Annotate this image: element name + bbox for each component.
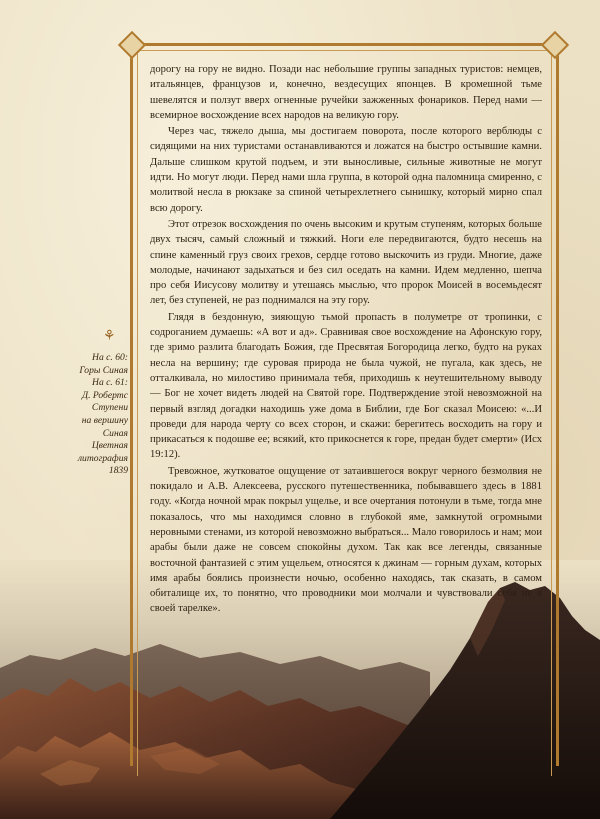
caption-line: На с. 60:: [92, 352, 128, 363]
caption-line: Горы Синая: [79, 364, 128, 376]
caption-line: Ступени: [91, 402, 128, 414]
main-text: [150, 62, 542, 617]
paragraph: Глядя в бездонную, зияющую тьмой пропасть в полуметре от тропинки, с содроганием думаешь: «А вот и ад». Сравнивая свое восхождение на Афонскую гору, где зримо разлита благодать Божия, где Пресвятая Богородица легко, будто на руках несла на вершину; где суровая природа не была чужой, не пугала, как здесь, не отталкивала, но милостиво принимала тебя, приходишь к неутешительному выводу — Бог не хочет видеть людей на Святой горе. Подтверждение этой невозможной на первый взгляд догадки находишь уже дома в Библии, где Бог сказал Моисею: «...И проведи для народа черту со всех сторон, и скажи: берегитесь восходить на гору и прикасаться к подошве ее; всякий, кто прикоснется к горе, предан будет смерти» (Исх 19:12).: [150, 311, 542, 461]
side-caption: [58, 352, 128, 478]
paragraph: Этот отрезок восхождения по очень высоким и крутым ступеням, которых больше двух тысяч, самый сложный и тяжкий. Ноги еле передвигаются, будто несешь на спине каменный груз своих грехов, сердце готово выскочить из груди. Многие, даже молодые, начинают задыхаться и без сил оседать на камни. Идем медленно, шепча про себя Иисусову молитву и утешаясь мыслью, что пророк Моисей в восемьдесят лет, без ступеней, не раз поднимался на эту гору.: [150, 218, 542, 307]
caption-line: Синая: [102, 427, 128, 439]
paragraph: Через час, тяжело дыша, мы достигаем поворота, после которого верблюды с сидящими на них туристами останавливаются и ложатся на быстро остывшие камни. Дальше слишком крутой подъем, и эти выносливые, сильные животные не могут идти. Но могут люди. Перед нами шла группа, в которой одна паломница смиренно, с молитвой несла в рюкзаке за спиной четырехлетнего сынишку, который мирно спал всю дорогу.: [150, 126, 542, 214]
caption-line: Цветная: [91, 440, 128, 452]
caption-line: литография: [77, 452, 128, 464]
caption-line: на вершину: [81, 414, 128, 426]
caption-ornament-icon: ⚘: [103, 329, 116, 344]
caption-line: Д. Робертс: [81, 389, 128, 401]
caption-line: На с. 61:: [92, 377, 128, 389]
caption-line: 1839: [108, 465, 128, 477]
paragraph: дорогу на гору не видно. Позади нас небольшие группы западных туристов: немцев, итальянцев, французов и, конечно, вездесущих японцев. В кромешной тьме шевелятся и ползут вверх огненные ручейки зажженных фонариков. Перед нами — всемирное восхождение всех народов на великую гору.: [150, 64, 542, 121]
paragraph: Тревожное, жутковатое ощущение от затаившегося вокруг черного безмолвия не покидало и А.В. Алексеева, русского путешественника, побывавшего здесь в 1881 году. «Когда ночной мрак покрыл ущелье, и все очертания потонули в тьме, тогда мне показалось, что мы находимся словно в глубокой яме, замкнутой огромными неровными стенами, из которой невозможно выбраться... Мало говорилось и нам; мои арабы были даже не совсем спокойны духом. Так как все легенды, связанные восточной фантазией с этим ущельем, относятся к джинам — горным духам, которых имя арабы боялись произнести ночью, особенно находясь, так сказать, в самом обиталище их, то понятно, что проводники мои молчали и чувствовали себя не в своей тарелке».: [150, 465, 542, 615]
